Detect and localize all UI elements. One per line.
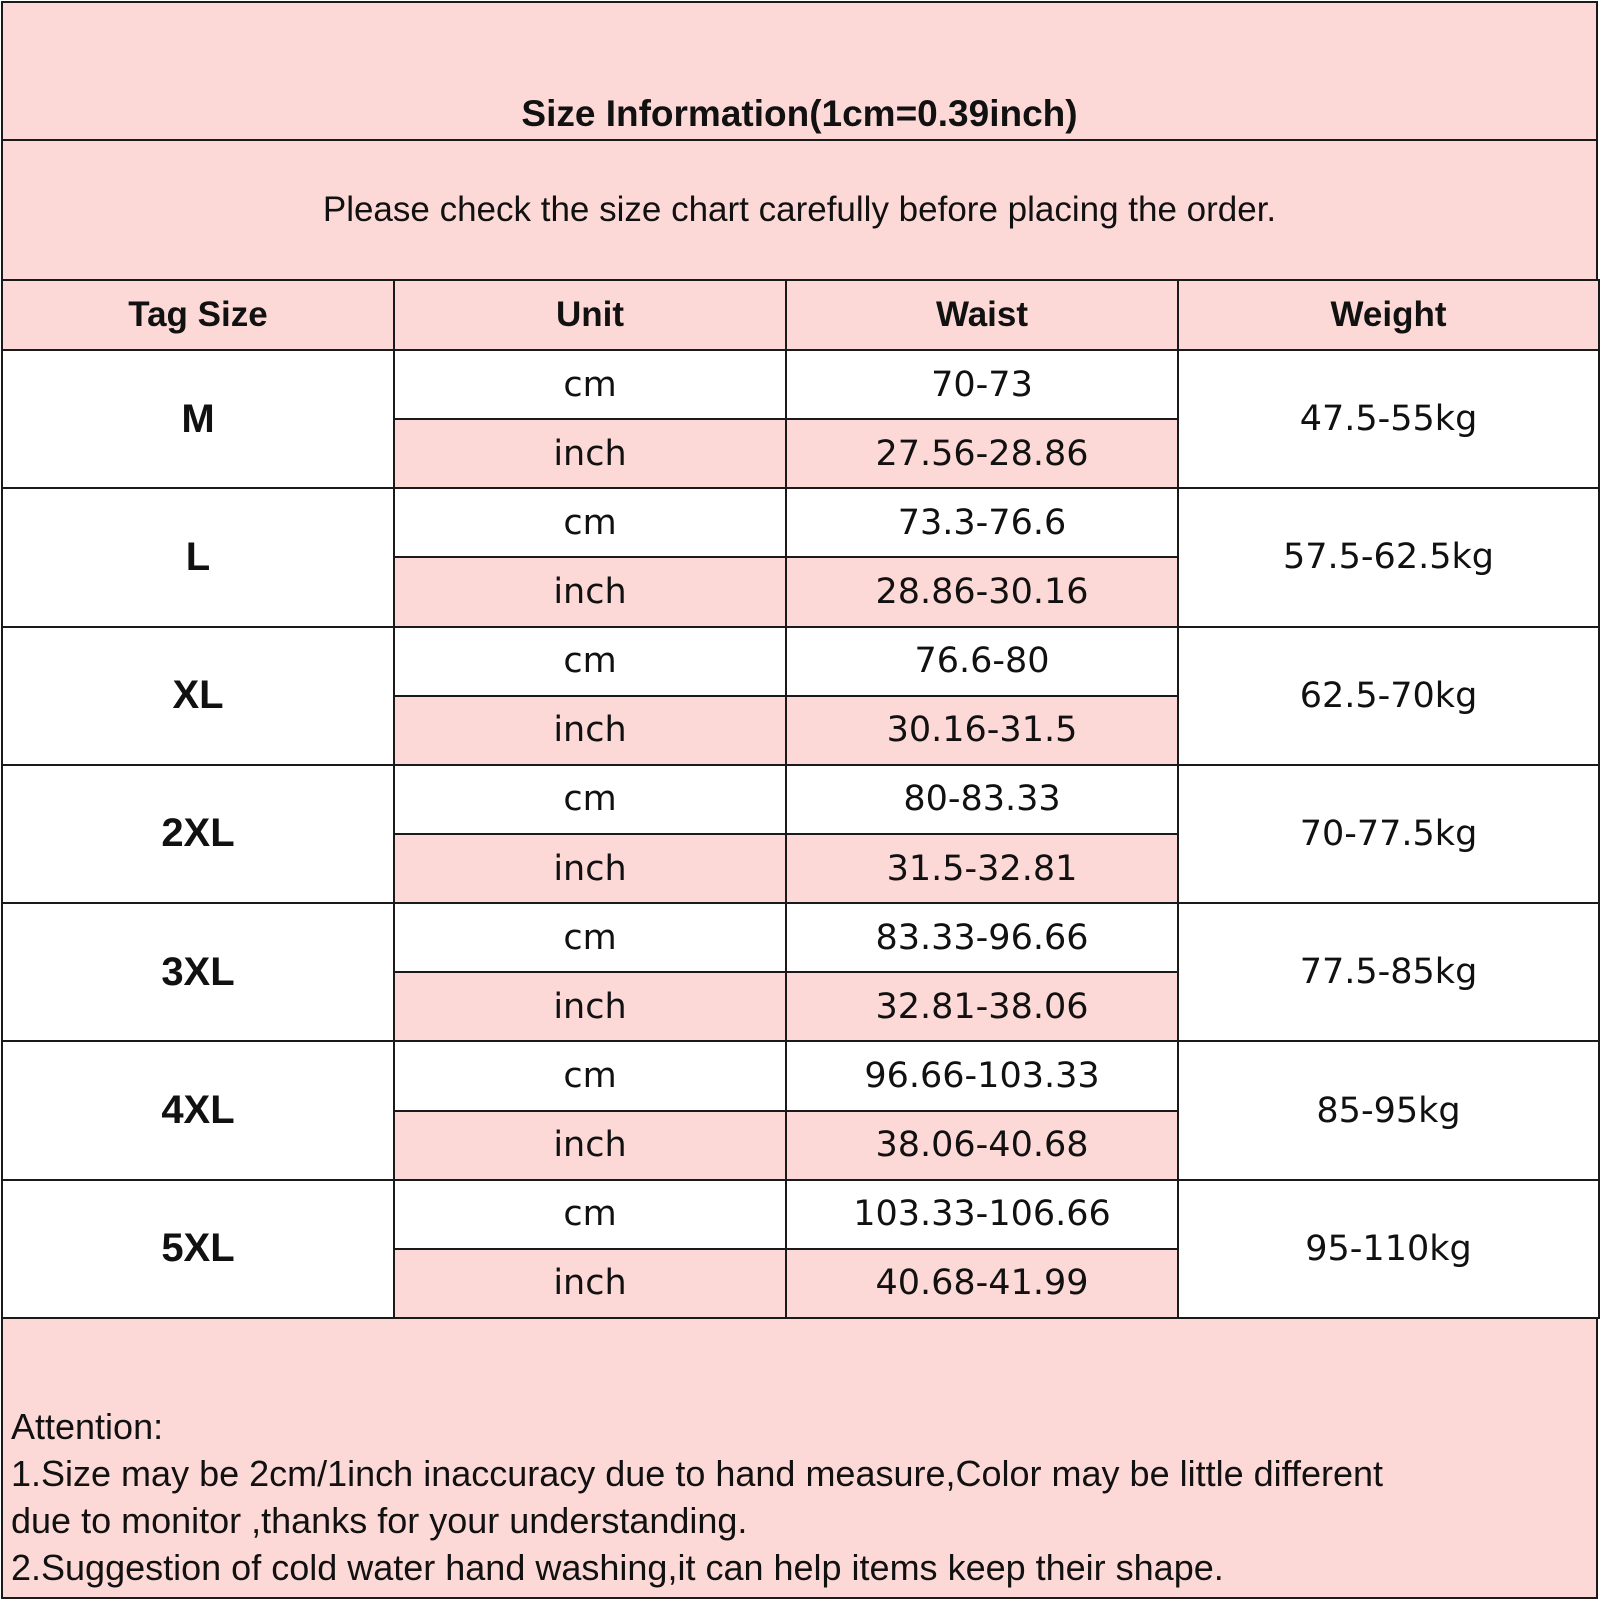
unit-cell-cm: cm	[394, 350, 786, 419]
unit-cell-cm: cm	[394, 765, 786, 834]
waist-cell-cm: 76.6-80	[786, 627, 1178, 696]
unit-cell-inch: inch	[394, 1111, 786, 1180]
table-row	[2, 350, 1599, 419]
waist-cell-inch: 31.5-32.81	[786, 834, 1178, 903]
header-unit: Unit	[394, 280, 786, 350]
notice-bar	[1, 139, 1598, 281]
table-row	[2, 488, 1599, 557]
size-table-body	[2, 350, 1599, 1318]
tag-size-cell: M	[2, 350, 394, 488]
header-weight: Weight	[1178, 280, 1599, 350]
tag-size-cell: L	[2, 488, 394, 626]
unit-cell-inch: inch	[394, 557, 786, 626]
unit-cell-cm: cm	[394, 488, 786, 557]
chart-title-bar	[1, 1, 1598, 141]
waist-cell-inch: 28.86-30.16	[786, 557, 1178, 626]
weight-cell: 77.5-85kg	[1178, 903, 1599, 1041]
waist-cell-cm: 70-73	[786, 350, 1178, 419]
waist-cell-cm: 80-83.33	[786, 765, 1178, 834]
waist-cell-inch: 32.81-38.06	[786, 972, 1178, 1041]
notice-text: Please check the size chart carefully before placing the order.	[322, 190, 1277, 229]
tag-size-cell: 2XL	[2, 765, 394, 903]
waist-cell-inch: 38.06-40.68	[786, 1111, 1178, 1180]
attention-heading: Attention:	[11, 1406, 164, 1447]
unit-cell-inch: inch	[394, 834, 786, 903]
tag-size-cell: 4XL	[2, 1041, 394, 1179]
unit-cell-cm: cm	[394, 903, 786, 972]
attention-line: due to monitor ,thanks for your understanding.	[11, 1500, 748, 1541]
weight-cell: 70-77.5kg	[1178, 765, 1599, 903]
weight-cell: 62.5-70kg	[1178, 627, 1599, 765]
chart-title: Size Information(1cm=0.39inch)	[521, 93, 1078, 134]
unit-cell-cm: cm	[394, 627, 786, 696]
unit-cell-inch: inch	[394, 419, 786, 488]
table-row	[2, 1041, 1599, 1110]
attention-line: 1.Size may be 2cm/1inch inaccuracy due to hand measure,Color may be little different	[11, 1453, 1384, 1494]
table-row	[2, 1180, 1599, 1249]
weight-cell: 57.5-62.5kg	[1178, 488, 1599, 626]
unit-cell-cm: cm	[394, 1041, 786, 1110]
tag-size-cell: XL	[2, 627, 394, 765]
tag-size-cell: 3XL	[2, 903, 394, 1041]
unit-cell-inch: inch	[394, 1249, 786, 1318]
waist-cell-cm: 73.3-76.6	[786, 488, 1178, 557]
unit-cell-inch: inch	[394, 696, 786, 765]
table-row	[2, 627, 1599, 696]
weight-cell: 95-110kg	[1178, 1180, 1599, 1318]
waist-cell-cm: 83.33-96.66	[786, 903, 1178, 972]
waist-cell-inch: 30.16-31.5	[786, 696, 1178, 765]
waist-cell-cm: 96.66-103.33	[786, 1041, 1178, 1110]
header-tag-size: Tag Size	[2, 280, 394, 350]
weight-cell: 47.5-55kg	[1178, 350, 1599, 488]
table-row	[2, 765, 1599, 834]
table-row	[2, 903, 1599, 972]
waist-cell-inch: 40.68-41.99	[786, 1249, 1178, 1318]
unit-cell-cm: cm	[394, 1180, 786, 1249]
unit-cell-inch: inch	[394, 972, 786, 1041]
waist-cell-inch: 27.56-28.86	[786, 419, 1178, 488]
waist-cell-cm: 103.33-106.66	[786, 1180, 1178, 1249]
header-waist: Waist	[786, 280, 1178, 350]
attention-line: 2.Suggestion of cold water hand washing,it can help items keep their shape.	[11, 1547, 1224, 1588]
table-header-row	[2, 280, 1599, 350]
size-table	[1, 279, 1600, 1319]
attention-section	[1, 1317, 1598, 1599]
tag-size-cell: 5XL	[2, 1180, 394, 1318]
weight-cell: 85-95kg	[1178, 1041, 1599, 1179]
